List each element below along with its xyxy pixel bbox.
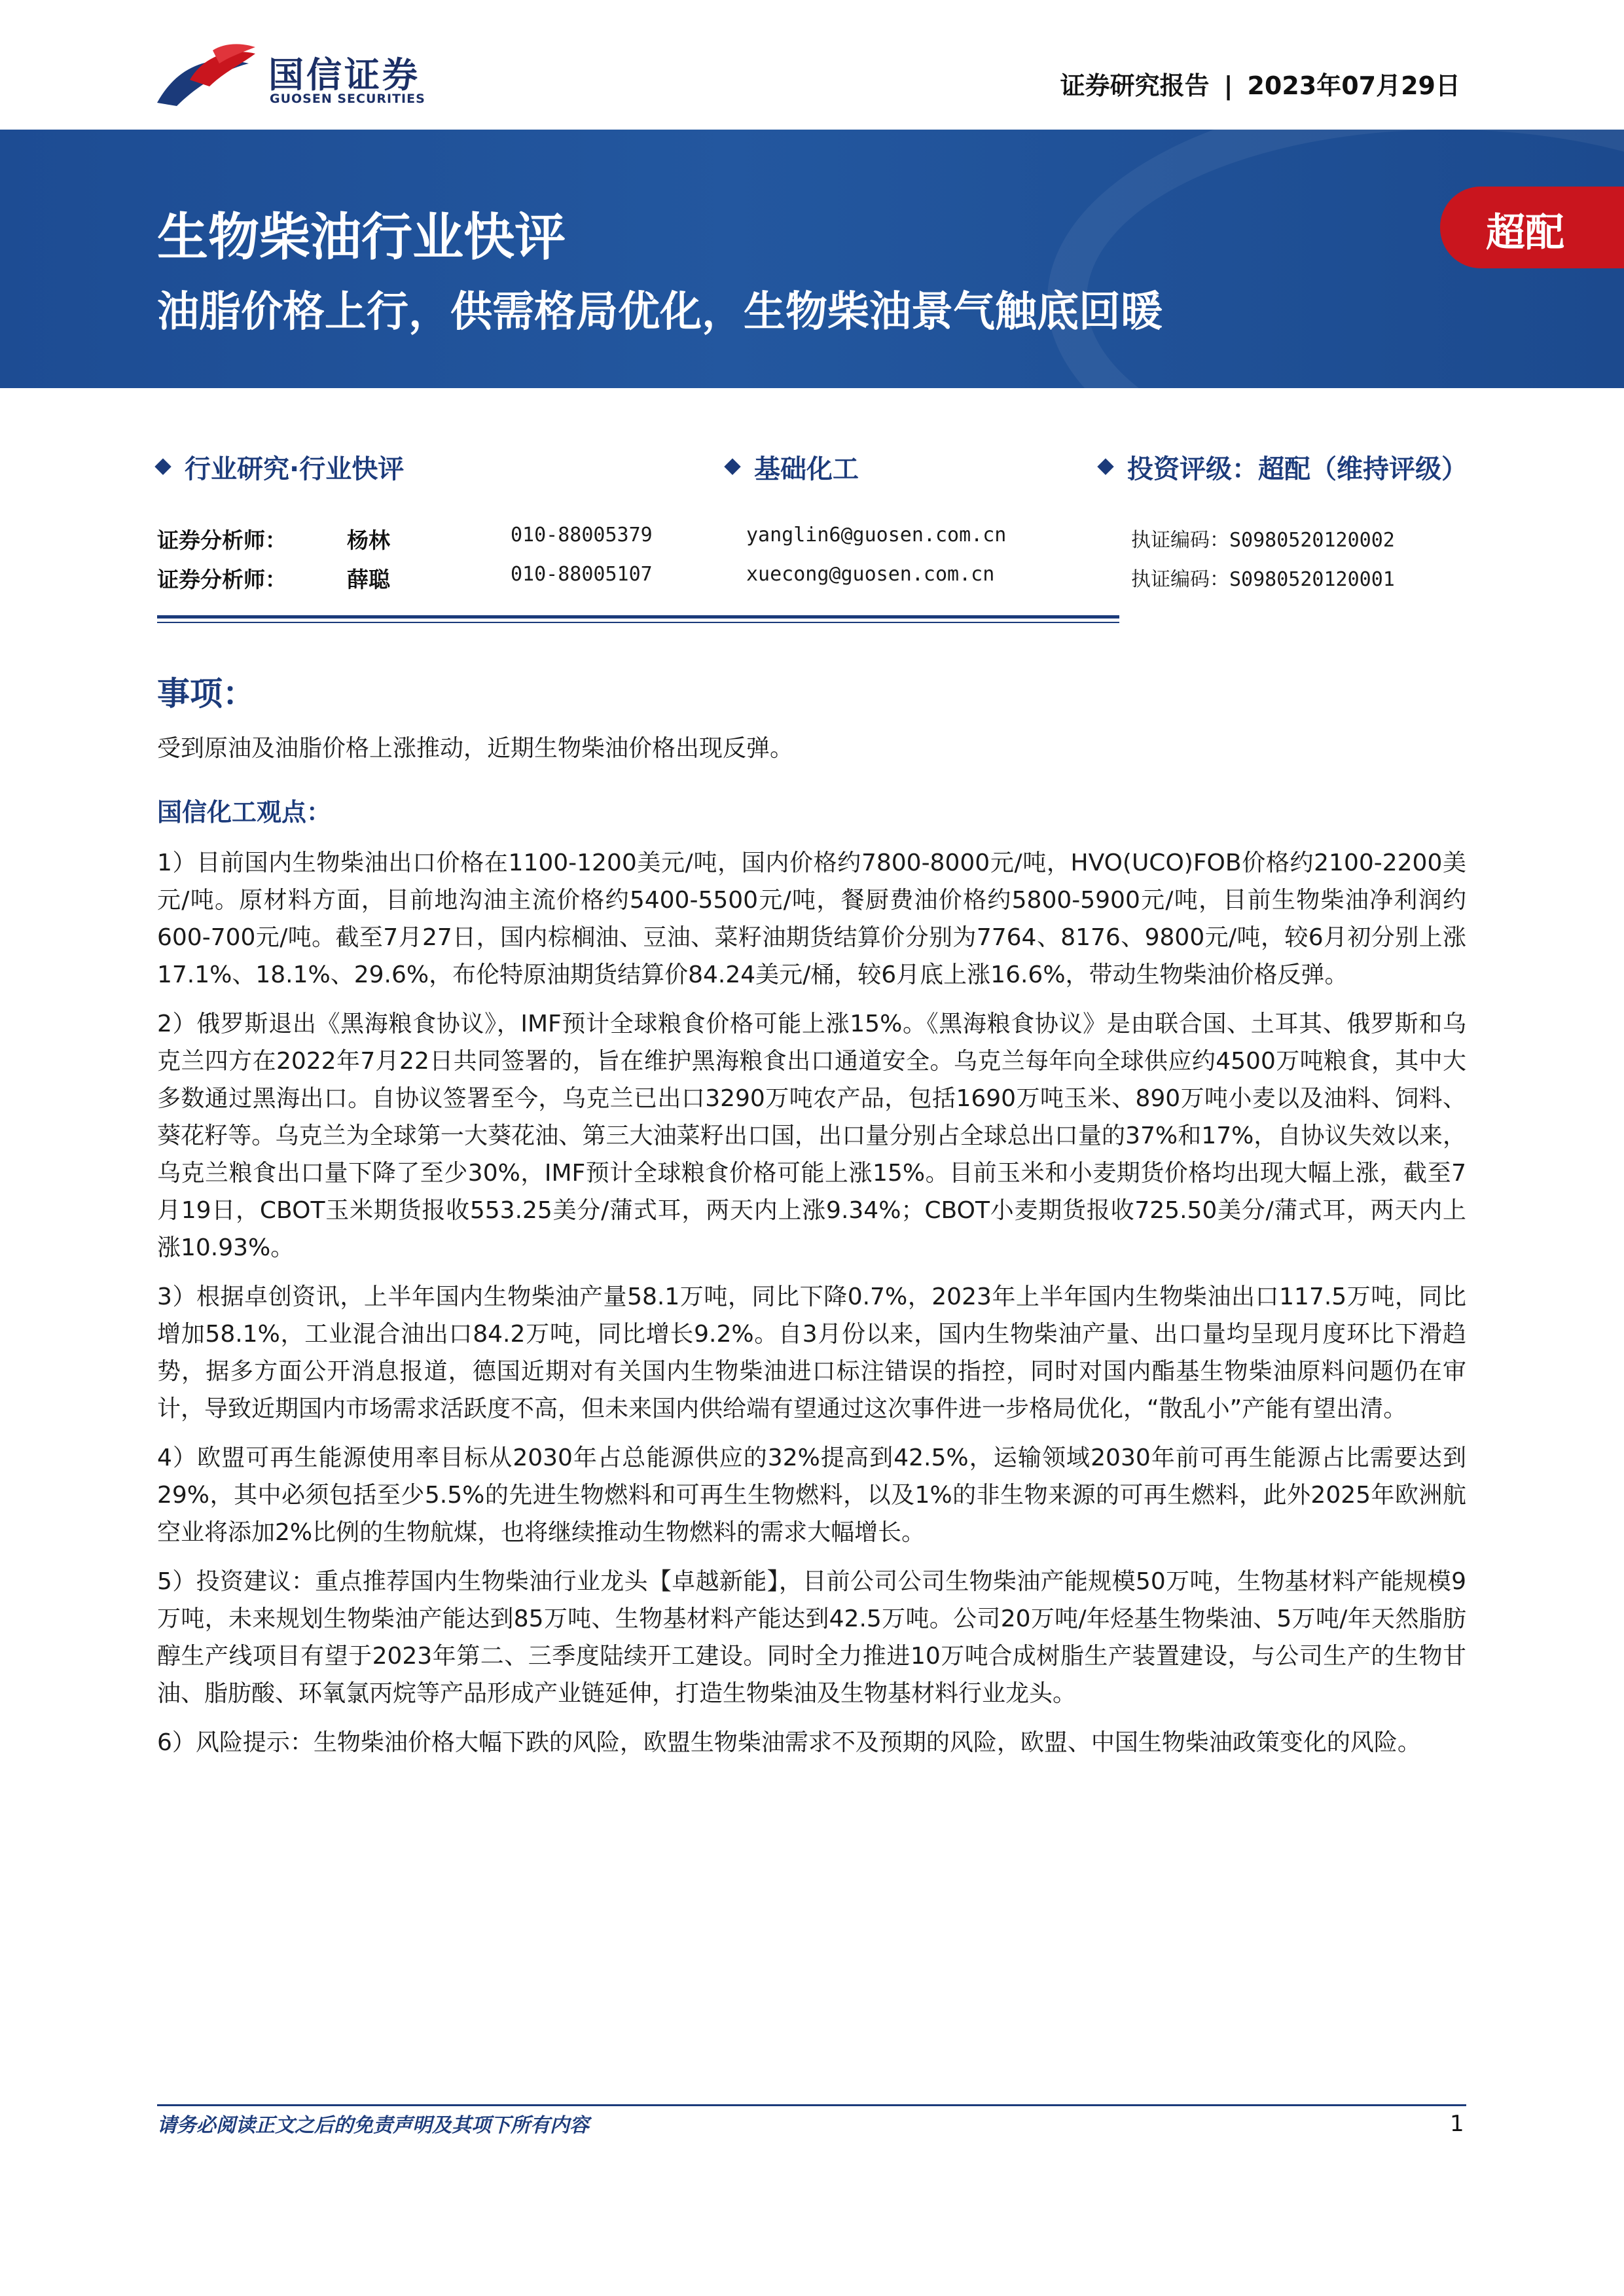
rating-tab-label: 超配 bbox=[1486, 210, 1564, 256]
viewpoint-paragraph: 4）欧盟可再生能源使用率目标从2030年占总能源供应的32%提高到42.5%，运输领域2030年前可再生能源占比需要达到29%，其中必须包括至少5.5%的先进生物燃料和可再生生物燃料，以及1%的非生物来源的可再生燃料，此外2025年欧洲航空业将添加2%比例的生物航煤，也将继续推动生物燃料的需求大幅增长。 bbox=[157, 1444, 1466, 1546]
view-title: 国信化工观点： bbox=[157, 798, 332, 827]
analyst-role: 证券分析师： bbox=[157, 528, 287, 553]
page-number: 1 bbox=[1450, 2111, 1464, 2137]
report-meta bbox=[1060, 65, 1460, 101]
analyst-name: 薛聪 bbox=[347, 567, 390, 592]
viewpoint-paragraph: 1）目前国内生物柴油出口价格在1100-1200美元/吨，国内价格约7800-8000元/吨，HVO(UCO)FOB价格约2100-2200美元/吨。原材料方面，目前地沟油主流价格约5400-5500元/吨，餐厨费油价格约5800-5900元/吨，目前生物柴油净利润约600-700元/吨。截至7月27日，国内棕榈油、豆油、菜籽油期货结算价分别为7764、8176、9800元/吨，较6月初分别上涨17.1%、18.1%、29.6%，布伦特原油期货结算价84.24美元/桶，较6月底上涨16.6%，带动生物柴油价格反弹。 bbox=[157, 850, 1466, 988]
analyst-name: 杨林 bbox=[347, 528, 390, 553]
info-sector-label: 基础化工 bbox=[754, 454, 859, 484]
report-date: 2023年07月29日 bbox=[1247, 71, 1460, 100]
analyst-email[interactable]: xuecong@guosen.com.cn bbox=[746, 563, 995, 586]
report-subtitle: 油脂价格上行，供需格局优化，生物柴油景气触底回暖 bbox=[157, 288, 1163, 336]
info-category bbox=[157, 448, 404, 486]
analyst-cert: 执证编码：S0980520120002 bbox=[1131, 529, 1395, 552]
report-title: 生物柴油行业快评 bbox=[157, 208, 566, 267]
logo-text-en: GUOSEN SECURITIES bbox=[270, 92, 425, 106]
guosen-logo-icon bbox=[151, 41, 262, 113]
info-category-label: 行业研究·行业快评 bbox=[185, 454, 405, 484]
analyst-phone: 010-88005107 bbox=[511, 563, 653, 586]
analyst-role: 证券分析师： bbox=[157, 567, 287, 592]
analyst-cert: 执证编码：S0980520120001 bbox=[1131, 568, 1395, 591]
analyst-phone: 010-88005379 bbox=[511, 524, 653, 547]
analyst-email[interactable]: yanglin6@guosen.com.cn bbox=[746, 524, 1007, 547]
event-text: 受到原油及油脂价格上涨推动，近期生物柴油价格出现反弹。 bbox=[157, 735, 794, 762]
diamond-bullet-icon bbox=[1097, 458, 1113, 475]
report-type: 证券研究报告 bbox=[1060, 71, 1210, 100]
analyst-divider bbox=[157, 615, 1119, 619]
logo-text-cn: 国信证券 bbox=[268, 54, 420, 96]
viewpoint-paragraph: 6）风险提示：生物柴油价格大幅下跌的风险，欧盟生物柴油需求不及预期的风险，欧盟、中国生物柴油政策变化的风险。 bbox=[157, 1729, 1421, 1756]
info-sector bbox=[727, 448, 859, 486]
section-title: 事项： bbox=[157, 675, 255, 713]
analyst-divider-thin bbox=[157, 622, 1119, 623]
footer-divider bbox=[157, 2104, 1466, 2106]
meta-separator: | bbox=[1223, 71, 1233, 100]
footer-disclaimer: 请务必阅读正文之后的免责声明及其项下所有内容 bbox=[157, 2114, 589, 2137]
viewpoint-paragraph: 2）俄罗斯退出《黑海粮食协议》，IMF预计全球粮食价格可能上涨15%。《黑海粮食协议》是由联合国、土耳其、俄罗斯和乌克兰四方在2022年7月22日共同签署的，旨在维护黑海粮食出口通道安全。乌克兰每年向全球供应约4500万吨粮食，其中大多数通过黑海出口。自协议签署至今，乌克兰已出口3290万吨农产品，包括1690万吨玉米、890万吨小麦以及油料、饲料、葵花籽等。乌克兰为全球第一大葵花油、第三大油菜籽出口国，出口量分别占全球总出口量的37%和17%，自协议失效以来，乌克兰粮食出口量下降了至少30%，IMF预计全球粮食价格可能上涨15%。目前玉米和小麦期货价格均出现大幅上涨，截至7月19日，CBOT玉米期货报收553.25美分/蒲式耳，两天内上涨9.34%；CBOT小麦期货报收725.50美分/蒲式耳，两天内上涨10.93%。 bbox=[157, 1011, 1466, 1261]
viewpoint-paragraph: 5）投资建议：重点推荐国内生物柴油行业龙头【卓越新能】，目前公司公司生物柴油产能规模50万吨，生物基材料产能规模9万吨，未来规划生物柴油产能达到85万吨、生物基材料产能达到42.5万吨。公司20万吨/年烃基生物柴油、5万吨/年天然脂肪醇生产线项目有望于2023年第二、三季度陆续开工建设。同时全力推进10万吨合成树脂生产装置建设，与公司生产的生物甘油、脂肪酸、环氧氯丙烷等产品形成产业链延伸，打造生物柴油及生物基材料行业龙头。 bbox=[157, 1568, 1466, 1707]
info-rating bbox=[1100, 448, 1468, 486]
diamond-bullet-icon bbox=[724, 458, 740, 475]
diamond-bullet-icon bbox=[154, 458, 171, 475]
viewpoint-paragraph: 3）根据卓创资讯，上半年国内生物柴油产量58.1万吨，同比下降0.7%，2023年上半年国内生物柴油出口117.5万吨，同比增加58.1%，工业混合油出口84.2万吨，同比增长9.2%。自3月份以来，国内生物柴油产量、出口量均呈现月度环比下滑趋势，据多方面公开消息报道，德国近期对有关国内生物柴油进口标注错误的指控，同时对国内酯基生物柴油原料问题仍在审计，导致近期国内市场需求活跃度不高，但未来国内供给端有望通过这次事件进一步格局优化，“散乱小”产能有望出清。 bbox=[157, 1283, 1466, 1422]
viewpoints-list bbox=[157, 844, 1466, 1773]
info-rating-label: 投资评级：超配（维持评级） bbox=[1127, 454, 1468, 484]
